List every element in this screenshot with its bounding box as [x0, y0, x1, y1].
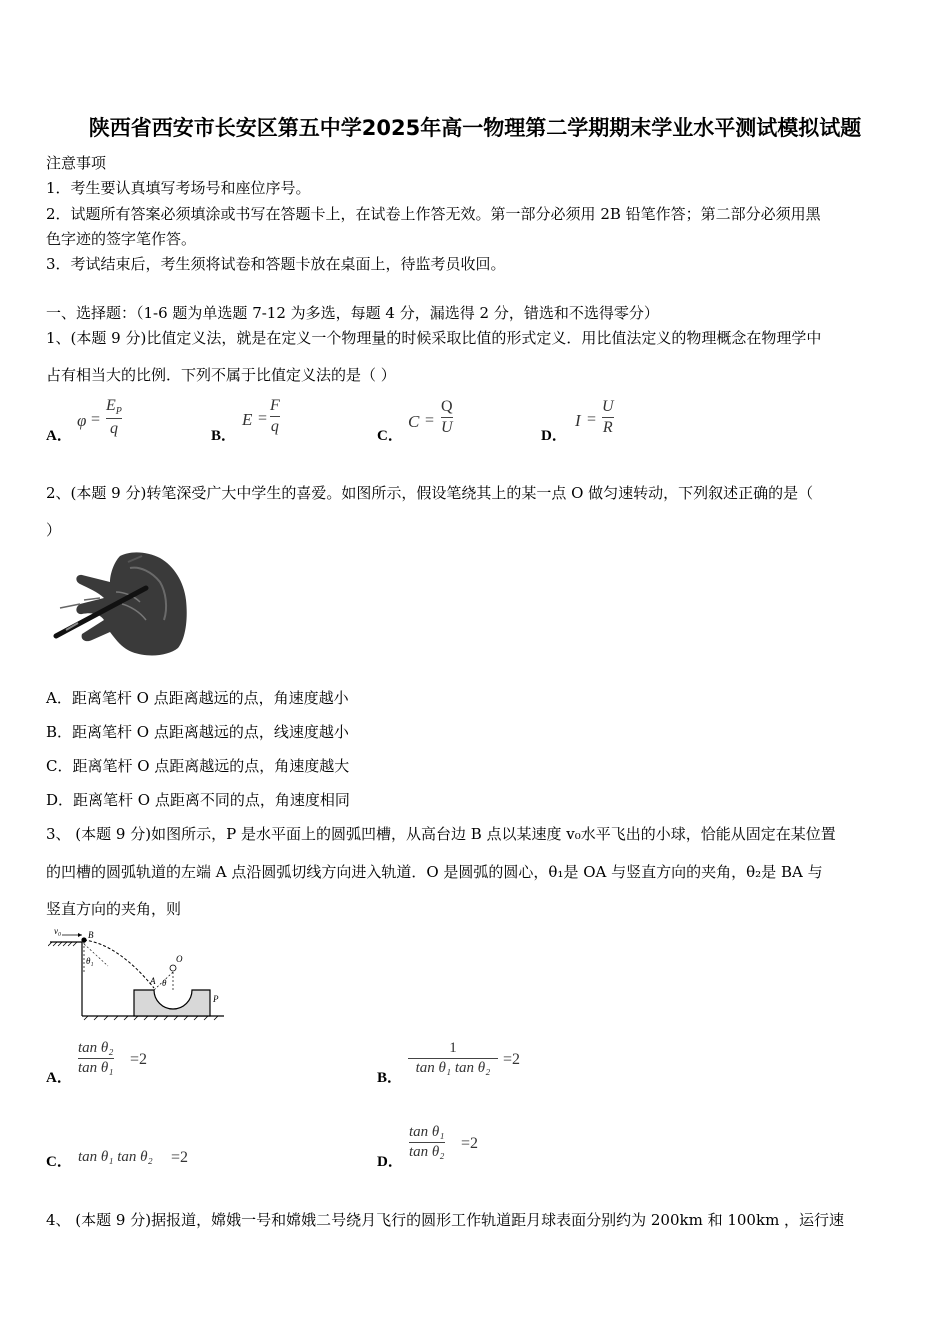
q3-option-a-label: A． [46, 1070, 72, 1086]
fig-label-theta1: θ₁ [86, 956, 94, 966]
q1-option-b-eq: = [258, 410, 268, 427]
projectile-groove-diagram [48, 926, 226, 1022]
q3-option-b-den: tan θ₁ tan θ₂ [415, 1060, 491, 1076]
q1-option-c-den: U [441, 419, 453, 436]
fraction-bar [270, 416, 280, 417]
q1-option-d-lhs: I [575, 411, 581, 430]
q1-option-a-lhs: φ [77, 411, 87, 430]
notice-item-2: 2．试题所有答案必须填涂或书写在答题卡上，在试卷上作答无效。第一部分必须用 2B 铅笔作答；第二部分必须用黑 [46, 205, 821, 223]
q3-option-a-rhs: =2 [130, 1051, 148, 1068]
q1-option-d-fraction [602, 398, 614, 437]
q1-option-a-den: q [109, 420, 118, 438]
fig-label-theta: θ [162, 978, 167, 988]
q3-option-d-num: tan θ₁ [409, 1124, 445, 1140]
question-4-text: 4、 (本题 9 分)据报道，嫦娥一号和嫦娥二号绕月飞行的圆形工作轨道距月球表面分别约为 200km 和 100km ，运行速 [46, 1211, 845, 1229]
fig-label-p: P [213, 994, 219, 1004]
q1-option-a-eq: = [91, 411, 101, 428]
q1-option-c-label: C． [377, 428, 403, 444]
q1-option-d-num: U [602, 398, 614, 415]
q1-option-b-fraction [270, 397, 280, 436]
q1-option-a-fraction [106, 397, 122, 438]
notice-item-3: 3．考试结束后，考生须将试卷和答题卡放在桌面上，待监考员收回。 [46, 255, 506, 273]
q3-option-d-label: D． [377, 1154, 403, 1170]
q3-option-a-den: tan θ₁ [78, 1060, 114, 1076]
question-1-text: 1、(本题 9 分)比值定义法，就是在定义一个物理量的时候采取比值的形式定义．用比值法定义的物理概念在物理学中 [46, 329, 822, 347]
q3-option-d-den: tan θ₂ [409, 1144, 445, 1160]
q3-option-a-num: tan θ₂ [78, 1040, 114, 1056]
question-3-text-cont: 的凹槽的圆弧轨道的左端 A 点沿圆弧切线方向进入轨道．O 是圆弧的圆心，θ₁是 OA 与竖直方向的夹角，θ₂是 BA 与 [46, 863, 823, 881]
q1-option-c-lhs: C [408, 412, 420, 431]
section-heading: 一、选择题：（1-6 题为单选题 7-12 为多选，每题 4 分，漏选得 2 分，错选和不选得零分） [46, 304, 659, 322]
q1-option-b-num: F [270, 397, 280, 414]
q1-option-c-eq: = [425, 412, 435, 429]
q1-option-a-num: E [106, 397, 116, 414]
notice-item-2-cont: 色字迹的签字笔作答。 [46, 230, 197, 248]
q3-option-d-fraction [409, 1124, 445, 1161]
q2-option-d: D．距离笔杆 O 点距离不同的点，角速度相同 [46, 791, 350, 809]
q3-option-c-expr: tan θ₁ tan θ₂ [78, 1149, 153, 1165]
question-2-text: 2、(本题 9 分)转笔深受广大中学生的喜爱。如图所示，假设笔绕其上的某一点 O 做匀速转动，下列叙述正确的是（ [46, 484, 814, 502]
question-3-text: 3、 (本题 9 分)如图所示，P 是水平面上的圆弧凹槽，从高台边 B 点以某速度 v₀水平飞出的小球，恰能从固定在某位置 [46, 825, 836, 843]
fraction-bar [441, 417, 453, 418]
q3-option-a-fraction [78, 1040, 114, 1077]
q3-option-d-rhs: =2 [461, 1135, 479, 1152]
question-2-text-cont: ） [46, 521, 62, 539]
q2-option-a: A．距离笔杆 O 点距离越远的点，角速度越小 [46, 689, 349, 707]
fig-label-o: O [176, 954, 183, 964]
fraction-bar [78, 1058, 114, 1059]
q2-option-c: C．距离笔杆 O 点距离越远的点，角速度越大 [46, 757, 350, 775]
fig-label-v0: v₀ [54, 926, 62, 936]
page-title: 陕西省西安市长安区第五中学2025年高一物理第二学期期末学业水平测试模拟试题 [88, 116, 862, 140]
fraction-bar [409, 1142, 445, 1143]
fraction-bar [408, 1058, 498, 1059]
notice-heading: 注意事项 [46, 154, 107, 172]
q3-option-c-label: C． [46, 1154, 72, 1170]
fig-label-b: B [88, 930, 94, 940]
q3-option-b-rhs: =2 [503, 1051, 521, 1068]
question-3-text-cont-2: 竖直方向的夹角，则 [46, 900, 182, 918]
notice-item-1: 1．考生要认真填写考场号和座位序号。 [46, 179, 311, 197]
q1-option-b-label: B． [211, 428, 237, 444]
fraction-bar [602, 417, 614, 418]
q1-option-d-den: R [602, 419, 613, 436]
q3-option-b-label: B． [377, 1070, 403, 1086]
question-1-text-cont: 占有相当大的比例．下列不属于比值定义法的是（ ） [46, 366, 396, 384]
q1-option-d-eq: = [587, 411, 597, 428]
q1-option-d-label: D． [541, 428, 567, 444]
pen-spinning-hand-image [52, 548, 188, 660]
q3-option-b-fraction [408, 1040, 498, 1077]
fraction-bar [106, 418, 122, 419]
q3-option-c-rhs: =2 [171, 1149, 189, 1166]
q1-option-c-num: Q [441, 398, 453, 415]
q1-option-b-lhs: E [242, 410, 253, 429]
q3-option-b-num: 1 [449, 1040, 457, 1056]
fig-label-a: A [150, 976, 156, 986]
q1-option-b-den: q [270, 418, 279, 435]
q1-option-a-sub: P [115, 406, 122, 418]
q1-option-c-fraction [441, 398, 453, 437]
q1-option-a-label: A． [46, 428, 72, 444]
q2-option-b: B．距离笔杆 O 点距离越远的点，线速度越小 [46, 723, 349, 741]
